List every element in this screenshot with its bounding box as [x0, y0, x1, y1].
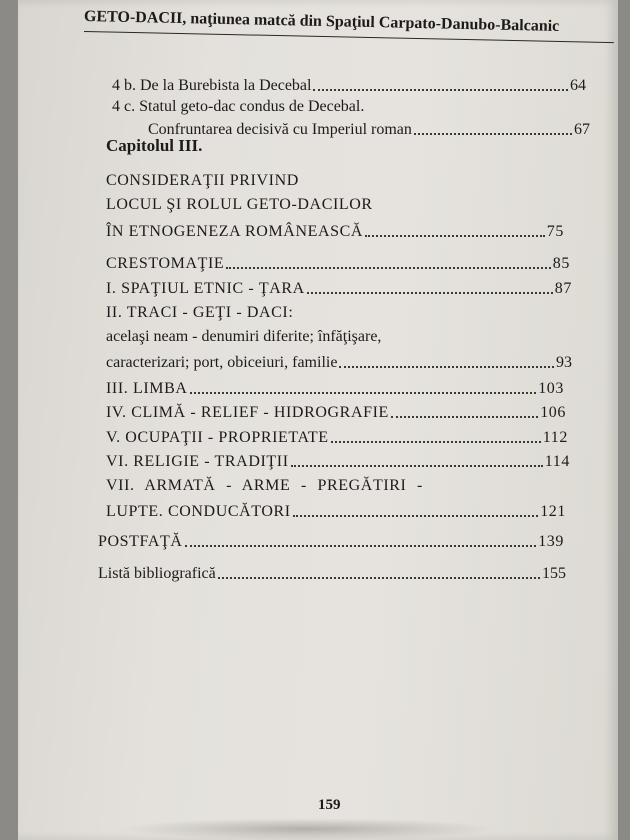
dot-leader — [226, 267, 550, 269]
toc-entry-spatiul — [106, 279, 572, 298]
toc-entry-postfata — [98, 532, 564, 551]
toc-entry-armata — [106, 502, 566, 521]
toc-page-number: 85 — [552, 255, 570, 272]
dot-leader — [391, 416, 538, 418]
toc-entry-4b — [112, 76, 586, 95]
toc-entry-traci — [106, 353, 572, 372]
dot-leader — [291, 465, 543, 467]
toc-entry-crestomatie — [106, 254, 570, 273]
page-stain — [118, 818, 498, 840]
toc-page-number: 87 — [554, 280, 572, 297]
dot-leader — [339, 366, 554, 368]
toc-entry-religie — [106, 452, 570, 471]
dot-leader — [185, 545, 537, 547]
toc-page-number: 155 — [542, 565, 566, 582]
toc-entry-limba — [106, 379, 564, 398]
running-header: GETO-DACII, naţiunea matcă din Spaţiul Carpato-Danubo-Balcanic — [83, 8, 560, 35]
dot-leader — [331, 441, 541, 443]
dot-leader — [190, 392, 537, 394]
dot-leader — [307, 292, 553, 294]
toc-entry-label: Confruntarea decisivă cu Imperiul roman — [148, 121, 412, 138]
toc-page-number: 114 — [544, 453, 570, 470]
toc-entry-ocupatii — [106, 428, 568, 447]
toc-entry-label: III. LIMBA — [106, 380, 188, 397]
toc-entry-label: ÎN ETNOGENEZA ROMÂNEASCĂ — [106, 223, 364, 240]
dot-leader — [365, 235, 545, 237]
toc-entry-traci-line1: II. TRACI - GEŢI - DACI: — [106, 304, 294, 321]
book-page — [18, 0, 618, 840]
toc-entry-label: LUPTE. CONDUCĂTORI — [106, 503, 291, 520]
toc-page-number: 64 — [570, 77, 586, 94]
chapter-heading: Capitolul III. — [106, 136, 203, 155]
toc-entry-label: Listă bibliografică — [98, 565, 216, 582]
toc-entry-label: POSTFAŢĂ — [98, 533, 183, 550]
toc-page-number: 103 — [538, 380, 564, 397]
toc-entry-label: caracterizari; port, obiceiuri, familie — [106, 354, 338, 371]
toc-entry-4c-line1: 4 c. Statul geto-dac condus de Decebal. — [112, 98, 365, 115]
toc-entry-consideratii-line2: LOCUL ŞI ROLUL GETO-DACILOR — [106, 196, 373, 213]
toc-page-number: 93 — [556, 354, 572, 371]
toc-page-number: 112 — [542, 429, 568, 446]
toc-entry-label: VI. RELIGIE - TRADIŢII — [106, 453, 289, 470]
toc-entry-label: 4 b. De la Burebista la Decebal — [112, 77, 312, 94]
toc-entry-label: IV. CLIMĂ - RELIEF - HIDROGRAFIE — [106, 404, 389, 421]
toc-entry-traci-line2: acelaşi neam - denumiri diferite; înfăţişare, — [106, 328, 382, 345]
toc-entry-armata-line1: VII. ARMATĂ - ARME - PREGĂTIRI - — [106, 477, 423, 494]
toc-entry-consideratii — [106, 222, 564, 241]
toc-page-number: 139 — [538, 533, 564, 550]
toc-entry-label: V. OCUPAŢII - PROPRIETATE — [106, 429, 329, 446]
toc-entry-4c — [148, 120, 590, 139]
toc-entry-label: I. SPAŢIUL ETNIC - ŢARA — [106, 280, 305, 297]
dot-leader — [414, 133, 572, 135]
page-number: 159 — [318, 797, 341, 813]
toc-entry-consideratii-line1: CONSIDERAŢII PRIVIND — [106, 172, 299, 189]
toc-entry-clima — [106, 403, 566, 422]
toc-entry-label: CRESTOMAŢIE — [106, 255, 225, 272]
dot-leader — [218, 577, 540, 579]
toc-page-number: 67 — [574, 121, 590, 138]
toc-page-number: 75 — [546, 223, 564, 240]
toc-entry-bibliografie — [98, 564, 566, 583]
dot-leader — [313, 89, 568, 91]
toc-page-number: 106 — [540, 404, 566, 421]
dot-leader — [293, 515, 538, 517]
toc-page-number: 121 — [540, 503, 566, 520]
